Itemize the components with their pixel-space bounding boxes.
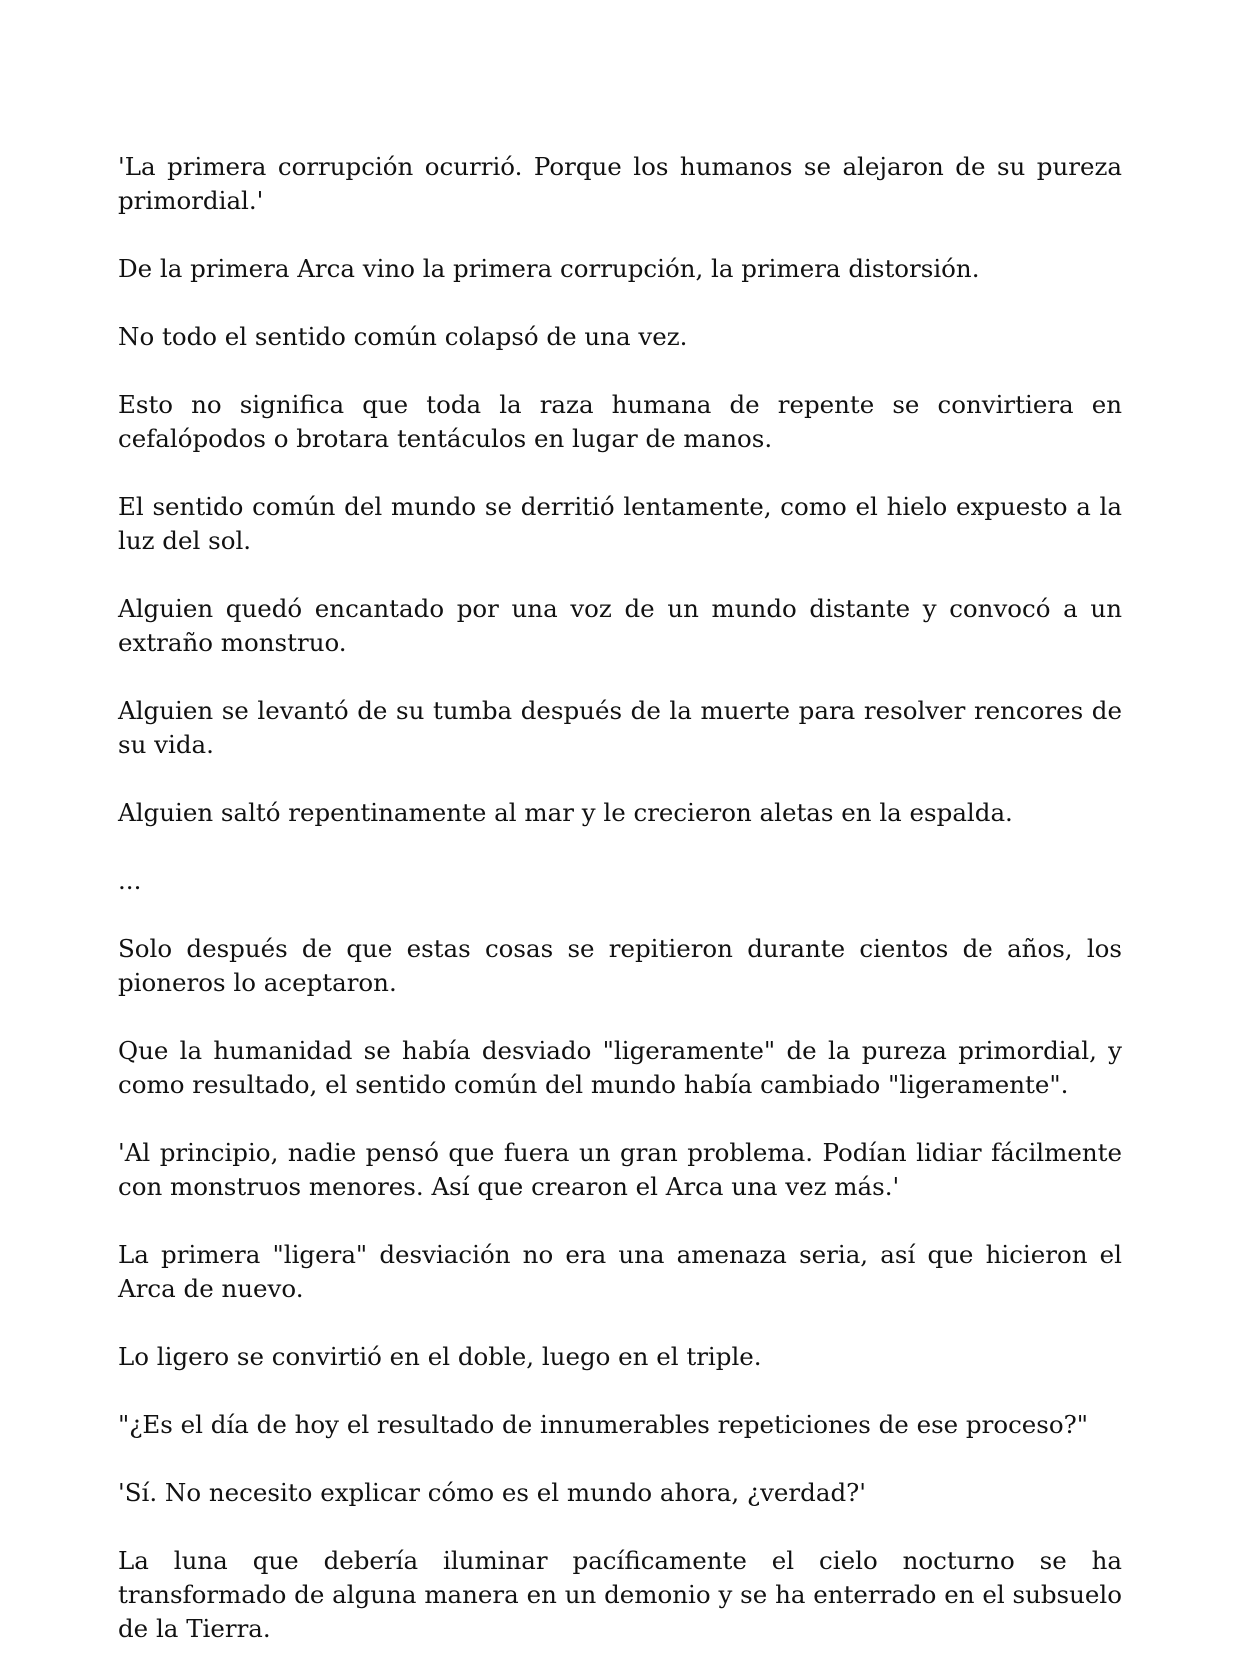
paragraph: Alguien saltó repentinamente al mar y le crecieron aletas en la espalda. (118, 798, 1013, 827)
paragraph: 'Sí. No necesito explicar cómo es el mundo ahora, ¿verdad?' (118, 1478, 866, 1507)
paragraph: La primera "ligera" desviación no era una amenaza seria, así que hicieron el Arca de nuevo. (118, 1240, 1122, 1303)
paragraph: Alguien quedó encantado por una voz de un mundo distante y convocó a un extraño monstruo. (118, 594, 1122, 657)
paragraph: Alguien se levantó de su tumba después de la muerte para resolver rencores de su vida. (118, 696, 1122, 759)
paragraph: Esto no significa que toda la raza humana de repente se convirtiera en cefalópodos o brotara tentáculos en lugar de manos. (118, 390, 1122, 453)
document-body (118, 150, 1122, 1680)
paragraph: Que la humanidad se había desviado "ligeramente" de la pureza primordial, y como resultado, el sentido común del mundo había cambiado "ligeramente". (118, 1036, 1122, 1099)
paragraph: 'La primera corrupción ocurrió. Porque los humanos se alejaron de su pureza primordial.' (118, 152, 1122, 215)
paragraph: 'Al principio, nadie pensó que fuera un gran problema. Podían lidiar fácilmente con monstruos menores. Así que crearon el Arca una vez más.' (118, 1138, 1122, 1201)
paragraph: Solo después de que estas cosas se repitieron durante cientos de años, los pioneros lo aceptaron. (118, 934, 1122, 997)
paragraph: No todo el sentido común colapsó de una vez. (118, 322, 688, 351)
paragraph: De la primera Arca vino la primera corrupción, la primera distorsión. (118, 254, 980, 283)
paragraph: "¿Es el día de hoy el resultado de innumerables repeticiones de ese proceso?" (118, 1410, 1089, 1439)
paragraph: La luna que debería iluminar pacíficamente el cielo nocturno se ha transformado de alguna manera en un demonio y se ha enterrado en el subsuelo de la Tierra. (118, 1546, 1122, 1643)
ellipsis-paragraph: ... (118, 866, 142, 895)
paragraph: El sentido común del mundo se derritió lentamente, como el hielo expuesto a la luz del sol. (118, 492, 1122, 555)
paragraph: Lo ligero se convirtió en el doble, luego en el triple. (118, 1342, 762, 1371)
